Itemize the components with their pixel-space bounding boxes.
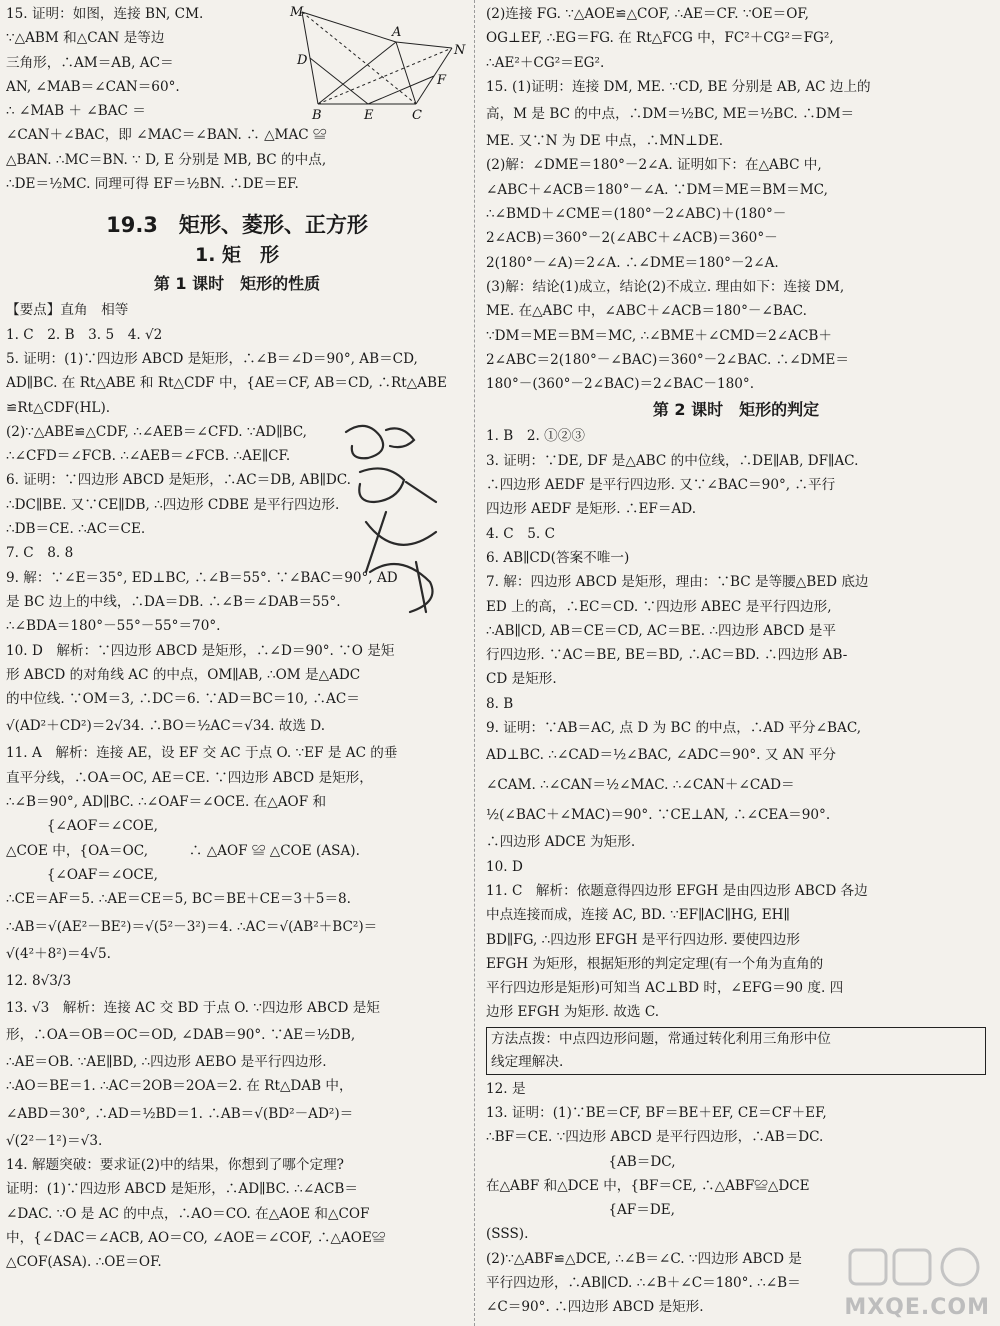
text-line: 平行四边形是矩形)可知当 AC⊥BD 时，∠EFG＝90 度. 四 xyxy=(486,980,844,997)
text-line: 5. 证明：(1)∵四边形 ABCD 是矩形，∴∠B＝∠D＝90°, AB＝CD, xyxy=(6,350,418,367)
text-line: △BAN. ∴MC＝BN. ∵ D, E 分别是 MB, BC 的中点, xyxy=(6,151,327,168)
text-line: 2∠ACB)＝360°－2(∠ABC＋∠ACB)＝360°－ xyxy=(486,230,778,247)
text-line: 10. D xyxy=(486,858,523,875)
text-line: ∴AB＝√(AE²－BE²)＝√(5²－3²)＝4. ∴AC＝√(AB²＋BC²)＝ xyxy=(6,918,378,935)
text-line: √(4²＋8²)＝4√5. xyxy=(6,945,111,962)
text-line: ∴DE＝½MC. 同理可得 EF＝½BN. ∴DE＝EF. xyxy=(6,176,299,193)
point-label-a: A xyxy=(392,25,402,40)
text-line: ME. 又∵N 为 DE 中点，∴MN⊥DE. xyxy=(486,133,724,150)
text-line: ∴ ∠MAB ＋ ∠BAC ＝ xyxy=(6,103,146,120)
point-label-c: C xyxy=(412,108,422,122)
text-line: 8. B xyxy=(486,695,514,712)
figure-line xyxy=(396,42,452,48)
lesson-1-continued xyxy=(486,2,986,396)
text-line: {AF＝DE, xyxy=(486,1202,675,1219)
text-line: 15. 证明：如图，连接 BN, CM. xyxy=(6,6,204,22)
geometry-figure xyxy=(288,4,468,122)
text-line: ∠CAN＋∠BAC，即 ∠MAC＝∠BAN. ∴ △MAC ≌ xyxy=(6,127,327,144)
text-line: 形，∴OA＝OB＝OC＝OD, ∠DAB＝90°. ∵AE＝½DB, xyxy=(6,1027,356,1044)
text-line: √(2²－1²)＝√3. xyxy=(6,1132,103,1149)
text-line: AD⊥BC. ∴∠CAD＝½∠BAC, ∠ADC＝90°. 又 AN 平分 xyxy=(486,747,836,764)
text-line: 直平分线，∴OA＝OC, AE＝CE. ∵四边形 ABCD 是矩形， xyxy=(6,769,373,786)
text-line: 2(180°－∠A)＝2∠A. ∴∠DME＝180°－2∠A. xyxy=(486,254,779,271)
text-line: ≌Rt△CDF(HL). xyxy=(6,399,111,416)
figure-line xyxy=(368,76,434,104)
text-line: ∴∠BMD＋∠CME＝(180°－2∠ABC)＋(180°－ xyxy=(486,206,787,223)
text-line: 11. C 解析：依题意得四边形 EFGH 是由四边形 ABCD 各边 xyxy=(486,882,868,899)
text-line: ME. 在△ABC 中，∠ABC＋∠ACB＝180°－∠BAC. xyxy=(486,303,807,320)
figure-line xyxy=(396,42,416,104)
text-line: 7. C 8. 8 xyxy=(6,545,74,562)
text-line: (2)解：∠DME＝180°－2∠A. 证明如下：在△ABC 中, xyxy=(486,157,822,174)
text-line: ½(∠BAC＋∠MAC)＝90°. ∵CE⊥AN, ∴∠CEA＝90°. xyxy=(486,807,831,824)
tip-line: 方法点拨：中点四边形问题，常通过转化利用三角形中位 xyxy=(491,1030,831,1047)
tip-line: 线定理解决. xyxy=(491,1053,564,1070)
text-line: 中点连接而成，连接 AC, BD. ∵EF∥AC∥HG, EH∥ xyxy=(486,907,790,924)
text-line: √(AD²＋CD²)＝2√34. ∴BO＝½AC＝√34. 故选 D. xyxy=(6,718,326,735)
figure-dashed-line xyxy=(318,48,452,104)
text-line: ∴AB∥CD, AB＝CE＝CD, AC＝BE. ∴四边形 ABCD 是平 xyxy=(486,622,836,639)
lesson-title: 第 2 课时 矩形的判定 xyxy=(652,400,820,420)
text-line: 证明：(1)∵四边形 ABCD 是矩形，∴AD∥BC. ∴∠ACB＝ xyxy=(6,1181,359,1198)
text-line: 三角形，∴AM＝AB, AC＝ xyxy=(6,54,174,71)
text-line: CD 是矩形. xyxy=(486,671,557,688)
text-line: 13. 证明：(1)∵BE＝CF, BF＝BE＋EF, CE＝CF＋EF, xyxy=(486,1104,827,1121)
method-tip-box xyxy=(486,1027,986,1075)
text-line: ∴CE＝AF＝5. ∴AE＝CE＝5, BC＝BE＋CE＝3＋5＝8. xyxy=(6,891,352,908)
text-line: ∠C＝90°. ∴四边形 ABCD 是矩形. xyxy=(486,1299,704,1316)
text-line: {∠AOF＝∠COE, xyxy=(6,818,158,835)
text-line: ∴DB＝CE. ∴AC＝CE. xyxy=(6,521,146,538)
text-line: (2)∵△ABF≌△DCE, ∴∠B＝∠C. ∵四边形 ABCD 是 xyxy=(486,1250,802,1267)
text-line: ∵△ABM 和△CAN 是等边 xyxy=(6,30,165,47)
text-line: OG⊥EF, ∴EG＝FG. 在 Rt△FCG 中，FC²＋CG²＝FG², xyxy=(486,30,834,47)
text-line: 高，M 是 BC 的中点，∴DM＝½BC, ME＝½BC. ∴DM＝ xyxy=(486,106,855,123)
figure-line xyxy=(302,12,396,42)
text-line: 6. AB∥CD(答案不唯一) xyxy=(486,549,630,566)
text-line: AD∥BC. 在 Rt△ABE 和 Rt△CDF 中，{AE＝CF, AB＝CD, ∴Rt△ABE xyxy=(6,375,447,392)
text-line: 3. 证明：∵DE, DF 是△ABC 的中位线，∴DE∥AB, DF∥AC. xyxy=(486,452,859,469)
text-line: (3)解：结论(1)成立，结论(2)不成立. 理由如下：连接 DM, xyxy=(486,278,845,295)
text-line: ∵DM＝ME＝BM＝MC, ∴∠BME＋∠CMD＝2∠ACB＋ xyxy=(486,327,832,344)
text-line: △COE 中，{OA＝OC, ∴ △AOF ≌ △COE (ASA). xyxy=(6,842,360,859)
text-line: △COF(ASA). ∴OE＝OF. xyxy=(6,1254,162,1271)
text-line: 12. 是 xyxy=(486,1080,526,1097)
text-line: {∠OAF＝∠OCE, xyxy=(6,866,158,883)
lesson-2-answers xyxy=(486,424,986,1024)
text-line: (SSS). xyxy=(486,1226,529,1243)
text-line: 行四边形. ∵AC＝BE, BE＝BD, ∴AC＝BD. ∴四边形 AB- xyxy=(486,647,848,664)
point-label-m: M xyxy=(290,5,304,20)
point-label-d: D xyxy=(297,53,308,68)
text-line: 是 BC 边上的中线，∴DA＝DB. ∴∠B＝∠DAB＝55°. xyxy=(6,593,341,610)
text-line: ∠CAM. ∴∠CAN＝½∠MAC. ∴∠CAN＋∠CAD＝ xyxy=(486,777,795,794)
text-line: ∴四边形 ADCE 为矩形. xyxy=(486,834,636,851)
text-line: (2)∵△ABE≌△CDF, ∴∠AEB＝∠CFD. ∵AD∥BC, xyxy=(6,423,307,440)
text-line: {AB＝DC, xyxy=(486,1153,676,1170)
text-line: 12. 8√3/3 xyxy=(6,972,72,989)
figure-line xyxy=(310,58,368,104)
text-line: 13. √3 解析：连接 AC 交 BD 于点 O. ∵四边形 ABCD 是矩 xyxy=(6,999,380,1016)
text-line: 【要点】直角 相等 xyxy=(6,302,129,319)
text-line: 6. 证明：∵四边形 ABCD 是矩形，∴AC＝DB, AB∥DC. xyxy=(6,472,351,489)
point-label-n: N xyxy=(454,43,466,58)
column-divider xyxy=(474,0,476,1326)
text-line: 15. (1)证明：连接 DM, ME. ∵CD, BE 分别是 AB, AC 边上的 xyxy=(486,78,871,95)
text-line: (2)连接 FG. ∵△AOE≌△COF, ∴AE＝CF. ∵OE＝OF, xyxy=(486,6,809,22)
text-line: ∴AE²＋CG²＝EG². xyxy=(486,54,605,71)
text-line: 180°－(360°－2∠BAC)＝2∠BAC－180°. xyxy=(486,376,755,393)
text-line: ∴四边形 AEDF 是平行四边形. 又∵∠BAC＝90°, ∴平行 xyxy=(486,477,836,494)
text-line: ED 上的高，∴EC＝CD. ∵四边形 ABEC 是平行四边形, xyxy=(486,598,832,615)
text-line: 1. C 2. B 3. 5 4. √2 xyxy=(6,326,163,343)
text-line: 1. B 2. ①②③ xyxy=(486,428,585,445)
text-line: 4. C 5. C xyxy=(486,525,555,542)
text-line: 平行四边形，∴AB∥CD. ∴∠B＋∠C＝180°. ∴∠B＝ xyxy=(486,1275,801,1292)
text-line: 14. 解题突破：要求证(2)中的结果，你想到了哪个定理? xyxy=(6,1156,344,1173)
text-line: 在△ABF 和△DCE 中，{BF＝CE, ∴△ABF≌△DCE xyxy=(486,1177,810,1194)
point-label-e: E xyxy=(364,108,374,122)
text-line: ∴∠CFD＝∠FCB. ∴∠AEB＝∠FCB. ∴AE∥CF. xyxy=(6,448,291,465)
text-line: ∠ABC＋∠ACB＝180°－∠A. ∵DM＝ME＝BM＝MC, xyxy=(486,181,828,198)
text-line: 10. D 解析：∵四边形 ABCD 是矩形，∴∠D＝90°. ∵O 是矩 xyxy=(6,642,395,659)
text-line: 2∠ABC＝2(180°－∠BAC)＝360°－2∠BAC. ∴∠DME＝ xyxy=(486,351,849,368)
text-line: BD∥FG, ∴四边形 EFGH 是平行四边形. 要使四边形 xyxy=(486,931,800,948)
text-line: ∠ABD＝30°, ∴AD＝½BD＝1. ∴AB＝√(BD²－AD²)＝ xyxy=(6,1105,354,1122)
text-line: 形 ABCD 的对角线 AC 的中点，OM∥AB, ∴OM 是△ADC xyxy=(6,666,361,683)
text-line: ∴AE＝OB. ∵AE∥BD, ∴四边形 AEBO 是平行四边形. xyxy=(6,1054,327,1071)
text-line: EFGH 为矩形，根据矩形的判定定理(有一个角为直角的 xyxy=(486,955,824,972)
point-label-b: B xyxy=(312,108,322,122)
right-column xyxy=(486,2,986,1320)
text-line: ∴∠BDA＝180°－55°－55°＝70°. xyxy=(6,618,221,635)
text-line: 中，{∠DAC＝∠ACB, AO＝CO, ∠AOE＝∠COF, ∴△AOE≌ xyxy=(6,1229,386,1246)
text-line: 9. 证明：∵AB＝AC, 点 D 为 BC 的中点，∴AD 平分∠BAC, xyxy=(486,720,862,737)
subsection-title: 1. 矩 形 xyxy=(194,244,280,267)
text-line: ∴∠B＝90°, AD∥BC. ∴∠OAF＝∠OCE. 在△AOF 和 xyxy=(6,794,327,811)
text-line: 11. A 解析：连接 AE，设 EF 交 AC 于点 O. ∵EF 是 AC 的垂 xyxy=(6,745,398,762)
text-line: ∴BF＝CE. ∵四边形 ABCD 是平行四边形，∴AB＝DC. xyxy=(486,1129,824,1146)
text-line: 四边形 AEDF 是矩形. ∴EF＝AD. xyxy=(486,501,697,518)
text-line: ∴AO＝BE＝1. ∴AC＝2OB＝2OA＝2. 在 Rt△DAB 中， xyxy=(6,1078,353,1095)
watermark-text: MXQE.COM xyxy=(844,1295,990,1320)
text-line: ∴DC∥BE. 又∵CE∥DB, ∴四边形 CDBE 是平行四边形. xyxy=(6,496,340,513)
handwriting-scrawl xyxy=(326,412,476,632)
text-line: AN, ∠MAB＝∠CAN＝60°. xyxy=(6,78,180,95)
text-line: 7. 解：四边形 ABCD 是矩形，理由：∵BC 是等腰△BED 底边 xyxy=(486,574,869,591)
text-line: 9. 解：∵∠E＝35°, ED⊥BC, ∴∠B＝55°. ∵∠BAC＝90°, AD xyxy=(6,569,398,586)
lesson-title: 第 1 课时 矩形的性质 xyxy=(153,274,321,294)
text-line: 边形 EFGH 为矩形. 故选 C. xyxy=(486,1004,660,1021)
left-column xyxy=(6,2,468,1274)
point-label-f: F xyxy=(437,73,447,88)
text-line: 的中位线. ∵OM＝3, ∴DC＝6. ∵AD＝BC＝10, ∴AC＝ xyxy=(6,691,360,708)
text-line: ∠DAC. ∵O 是 AC 的中点，∴AO＝CO. 在△AOE 和△COF xyxy=(6,1205,370,1222)
section-title: 19.3 矩形、菱形、正方形 xyxy=(106,213,368,238)
